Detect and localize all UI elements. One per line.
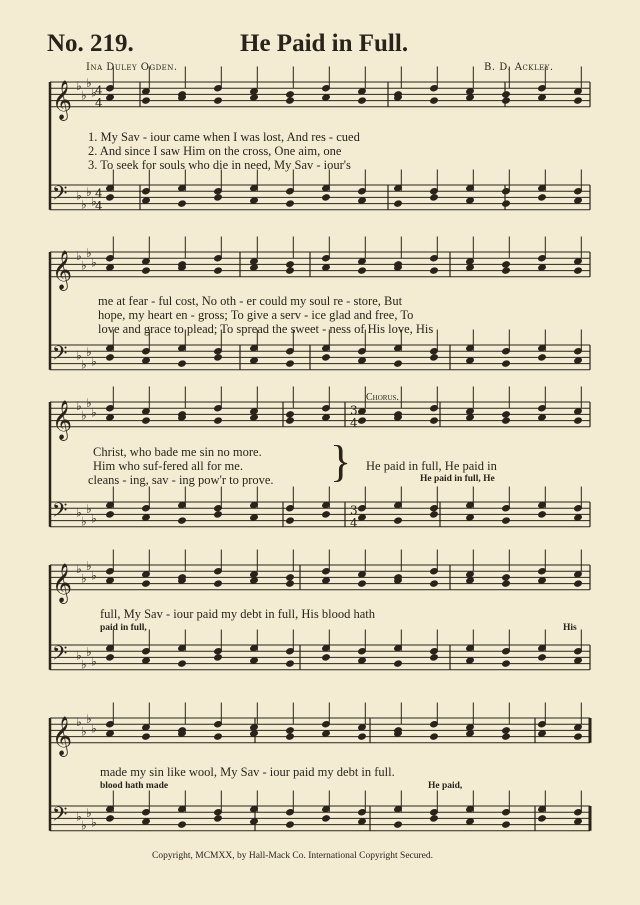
note-head [502,821,511,828]
treble-clef-icon: 𝄞 [52,249,73,290]
note-head [574,571,583,578]
note-head [286,517,295,524]
flat-icon: ♭ [91,568,97,583]
flat-icon: ♭ [81,408,87,423]
time-signature-top: 3 [350,503,358,518]
note-head [142,818,151,825]
note-head [502,417,511,424]
note-head [250,197,259,204]
note-head [430,654,439,661]
note-head [574,267,583,274]
flat-icon: ♭ [86,76,92,90]
note-head [250,657,259,664]
note-head [574,408,583,415]
flat-icon: ♭ [76,188,82,203]
note-head [502,517,511,524]
system1-verse2: 2. And since I saw Him on the cross, One aim, one [88,144,342,158]
time-signature-bottom: 4 [95,95,103,110]
bass-clef-icon: 𝄢 [52,641,68,670]
note-head [250,730,259,737]
note-head [538,264,547,271]
note-head [502,267,511,274]
treble-clef-icon: 𝄞 [52,79,73,120]
note-head [142,733,151,740]
note-head [178,821,187,828]
time-signature-top: 3 [350,403,358,418]
note-head [538,577,547,584]
bass-clef-icon: 𝄢 [52,341,68,370]
note-head [538,194,547,201]
flat-icon: ♭ [91,194,97,209]
treble-clef-icon: 𝄞 [52,399,73,440]
note-head [214,194,223,201]
note-head [286,267,295,274]
note-head [502,97,511,104]
flat-icon: ♭ [91,654,97,669]
note-head [106,815,115,822]
note-head [466,357,475,364]
flat-icon: ♭ [76,809,82,824]
bass-clef-icon: 𝄢 [52,498,68,527]
note-head [322,654,331,661]
time-signature-bottom: 4 [95,198,103,213]
note-head [214,354,223,361]
flat-icon: ♭ [81,258,87,273]
verse-brace: } [330,437,352,486]
flat-icon: ♭ [86,712,92,726]
chorus-bass-echo: He paid in full, He [420,474,495,484]
note-head [322,577,331,584]
note-head [574,724,583,731]
note-head [106,354,115,361]
note-head [286,360,295,367]
system3-verse3: cleans - ing, sav - ing pow'r to prove. [88,473,274,487]
note-head [142,357,151,364]
note-head [178,660,187,667]
note-head [502,261,511,268]
note-head [502,580,511,587]
flat-icon: ♭ [86,345,92,360]
note-head [394,517,403,524]
note-head [358,197,367,204]
note-head [142,197,151,204]
note-head [358,571,367,578]
note-head [142,657,151,664]
system4-lyric: full, My Sav - iour paid my debt in full, His blood hath [100,607,375,621]
system3-verse2: Him who suf-fered all for me. [93,459,243,473]
note-head [322,414,331,421]
time-signature-bottom: 4 [350,515,358,530]
hymn-number: No. 219. [47,30,134,57]
note-head [322,815,331,822]
hymn-title: He Paid in Full. [240,30,409,57]
note-head [430,194,439,201]
note-head [178,517,187,524]
system2-verse1: me at fear - ful cost, No oth - er could my soul re - store, But [98,294,403,308]
note-head [394,660,403,667]
note-head [430,815,439,822]
flat-icon: ♭ [76,79,82,94]
bass-clef-icon: 𝄢 [52,181,68,210]
note-head [466,94,475,101]
flat-icon: ♭ [91,405,97,420]
note-head [142,408,151,415]
note-head [250,258,259,265]
note-head [286,261,295,268]
note-head [358,657,367,664]
bass-clef-icon: 𝄢 [52,802,68,831]
note-head [250,414,259,421]
time-signature-top: 4 [95,83,103,98]
note-head [214,654,223,661]
note-head [466,514,475,521]
flat-icon: ♭ [81,88,87,103]
note-head [142,724,151,731]
flat-icon: ♭ [76,505,82,520]
note-head [250,357,259,364]
note-head [502,660,511,667]
note-head [502,727,511,734]
note-head [574,657,583,664]
note-head [430,417,439,424]
note-head [394,200,403,207]
author-credit: Ina Duley Ogden. [86,62,178,73]
note-head [106,577,115,584]
note-head [142,514,151,521]
flat-icon: ♭ [76,399,82,414]
note-head [574,818,583,825]
note-head [466,577,475,584]
system2-verse3: love and grace to plead; To spread the sweet - ness of His love, His [98,322,434,336]
flat-icon: ♭ [81,197,87,212]
composer-credit: B. D. Ackley. [484,62,554,73]
note-head [466,571,475,578]
note-head [106,511,115,518]
note-head [142,88,151,95]
note-head [466,657,475,664]
note-head [430,580,439,587]
note-head [466,818,475,825]
flat-icon: ♭ [86,502,92,517]
flat-icon: ♭ [81,724,87,739]
note-head [106,414,115,421]
system2-verse2: hope, my heart en - gross; To give a serv - ice glad and free, To [98,308,414,322]
note-head [214,267,223,274]
note-head [250,724,259,731]
flat-icon: ♭ [91,815,97,830]
note-head [106,264,115,271]
note-head [322,730,331,737]
note-head [538,654,547,661]
note-head [142,571,151,578]
note-head [538,730,547,737]
note-head [358,408,367,415]
note-head [502,574,511,581]
system5-bass-echo-left: blood hath made [100,781,169,791]
flat-icon: ♭ [86,806,92,821]
note-head [250,88,259,95]
note-head [358,818,367,825]
note-head [466,197,475,204]
note-head [286,733,295,740]
flat-icon: ♭ [81,657,87,672]
note-head [466,258,475,265]
note-head [358,733,367,740]
note-head [142,97,151,104]
note-head [502,91,511,98]
note-head [286,411,295,418]
flat-icon: ♭ [81,571,87,586]
note-head [250,818,259,825]
system4-bass-echo-left: paid in full, [100,623,147,633]
note-head [358,357,367,364]
note-head [142,417,151,424]
note-head [574,417,583,424]
note-head [502,411,511,418]
flat-icon: ♭ [81,514,87,529]
system4-bass-echo-right: His [563,623,577,633]
note-head [502,733,511,740]
treble-clef-icon: 𝄞 [52,715,73,756]
chorus-text: He paid in full, He paid in [366,459,497,473]
note-head [322,94,331,101]
note-head [430,97,439,104]
flat-icon: ♭ [76,348,82,363]
note-head [430,354,439,361]
note-head [358,417,367,424]
note-head [538,815,547,822]
note-head [250,571,259,578]
note-head [286,200,295,207]
flat-icon: ♭ [86,185,92,200]
note-head [214,417,223,424]
note-head [214,580,223,587]
note-head [322,194,331,201]
note-head [574,514,583,521]
note-head [358,724,367,731]
flat-icon: ♭ [91,354,97,369]
note-head [538,414,547,421]
note-head [358,88,367,95]
flat-icon: ♭ [76,648,82,663]
note-head [322,511,331,518]
note-head [358,580,367,587]
note-head [214,97,223,104]
note-head [106,730,115,737]
note-head [358,514,367,521]
note-head [142,580,151,587]
flat-icon: ♭ [91,255,97,270]
note-head [286,91,295,98]
time-signature-top: 4 [95,186,103,201]
note-head [466,408,475,415]
system1-verse1: 1. My Sav - iour came when I was lost, And res - cued [88,130,360,144]
flat-icon: ♭ [81,818,87,833]
note-head [214,815,223,822]
note-head [574,88,583,95]
note-head [286,660,295,667]
flat-icon: ♭ [91,511,97,526]
note-head [106,654,115,661]
note-head [250,408,259,415]
system3-verse1: Christ, who bade me sin no more. [93,445,262,459]
note-head [250,514,259,521]
note-head [214,511,223,518]
note-head [538,511,547,518]
system5-lyric: made my sin like wool, My Sav - iour paid my debt in full. [100,765,395,779]
system1-verse3: 3. To seek for souls who die in need, My Sav - iour's [88,158,351,172]
note-head [430,267,439,274]
note-head [502,360,511,367]
system5-bass-echo-right: He paid, [428,781,463,791]
note-head [178,200,187,207]
note-head [466,414,475,421]
note-head [358,267,367,274]
note-head [286,580,295,587]
flat-icon: ♭ [86,396,92,410]
flat-icon: ♭ [76,562,82,577]
note-head [322,264,331,271]
note-head [538,354,547,361]
flat-icon: ♭ [76,715,82,730]
flat-icon: ♭ [91,85,97,100]
note-head [430,511,439,518]
note-head [574,357,583,364]
flat-icon: ♭ [76,249,82,264]
note-head [250,264,259,271]
note-head [286,574,295,581]
flat-icon: ♭ [91,721,97,736]
note-head [178,360,187,367]
note-head [466,88,475,95]
note-head [430,733,439,740]
note-head [286,821,295,828]
flat-icon: ♭ [86,645,92,660]
note-head [106,94,115,101]
note-head [394,821,403,828]
chorus-label: Chorus. [366,392,399,403]
flat-icon: ♭ [81,357,87,372]
time-signature-bottom: 4 [350,415,358,430]
note-head [466,264,475,271]
note-head [358,258,367,265]
note-head [250,577,259,584]
flat-icon: ♭ [86,559,92,573]
note-head [322,354,331,361]
note-head [142,267,151,274]
note-head [358,97,367,104]
note-head [466,730,475,737]
note-head [466,724,475,731]
flat-icon: ♭ [86,246,92,260]
note-head [574,733,583,740]
note-head [142,258,151,265]
note-head [106,194,115,201]
note-head [574,580,583,587]
note-head [574,97,583,104]
copyright-notice: Copyright, MCMXX, by Hall-Mack Co. International Copyright Secured. [152,851,434,861]
note-head [502,200,511,207]
note-head [250,94,259,101]
note-head [214,733,223,740]
note-head [286,417,295,424]
note-head [538,94,547,101]
note-head [574,197,583,204]
note-head [286,97,295,104]
note-head [394,360,403,367]
treble-clef-icon: 𝄞 [52,562,73,603]
note-head [286,727,295,734]
note-head [574,258,583,265]
